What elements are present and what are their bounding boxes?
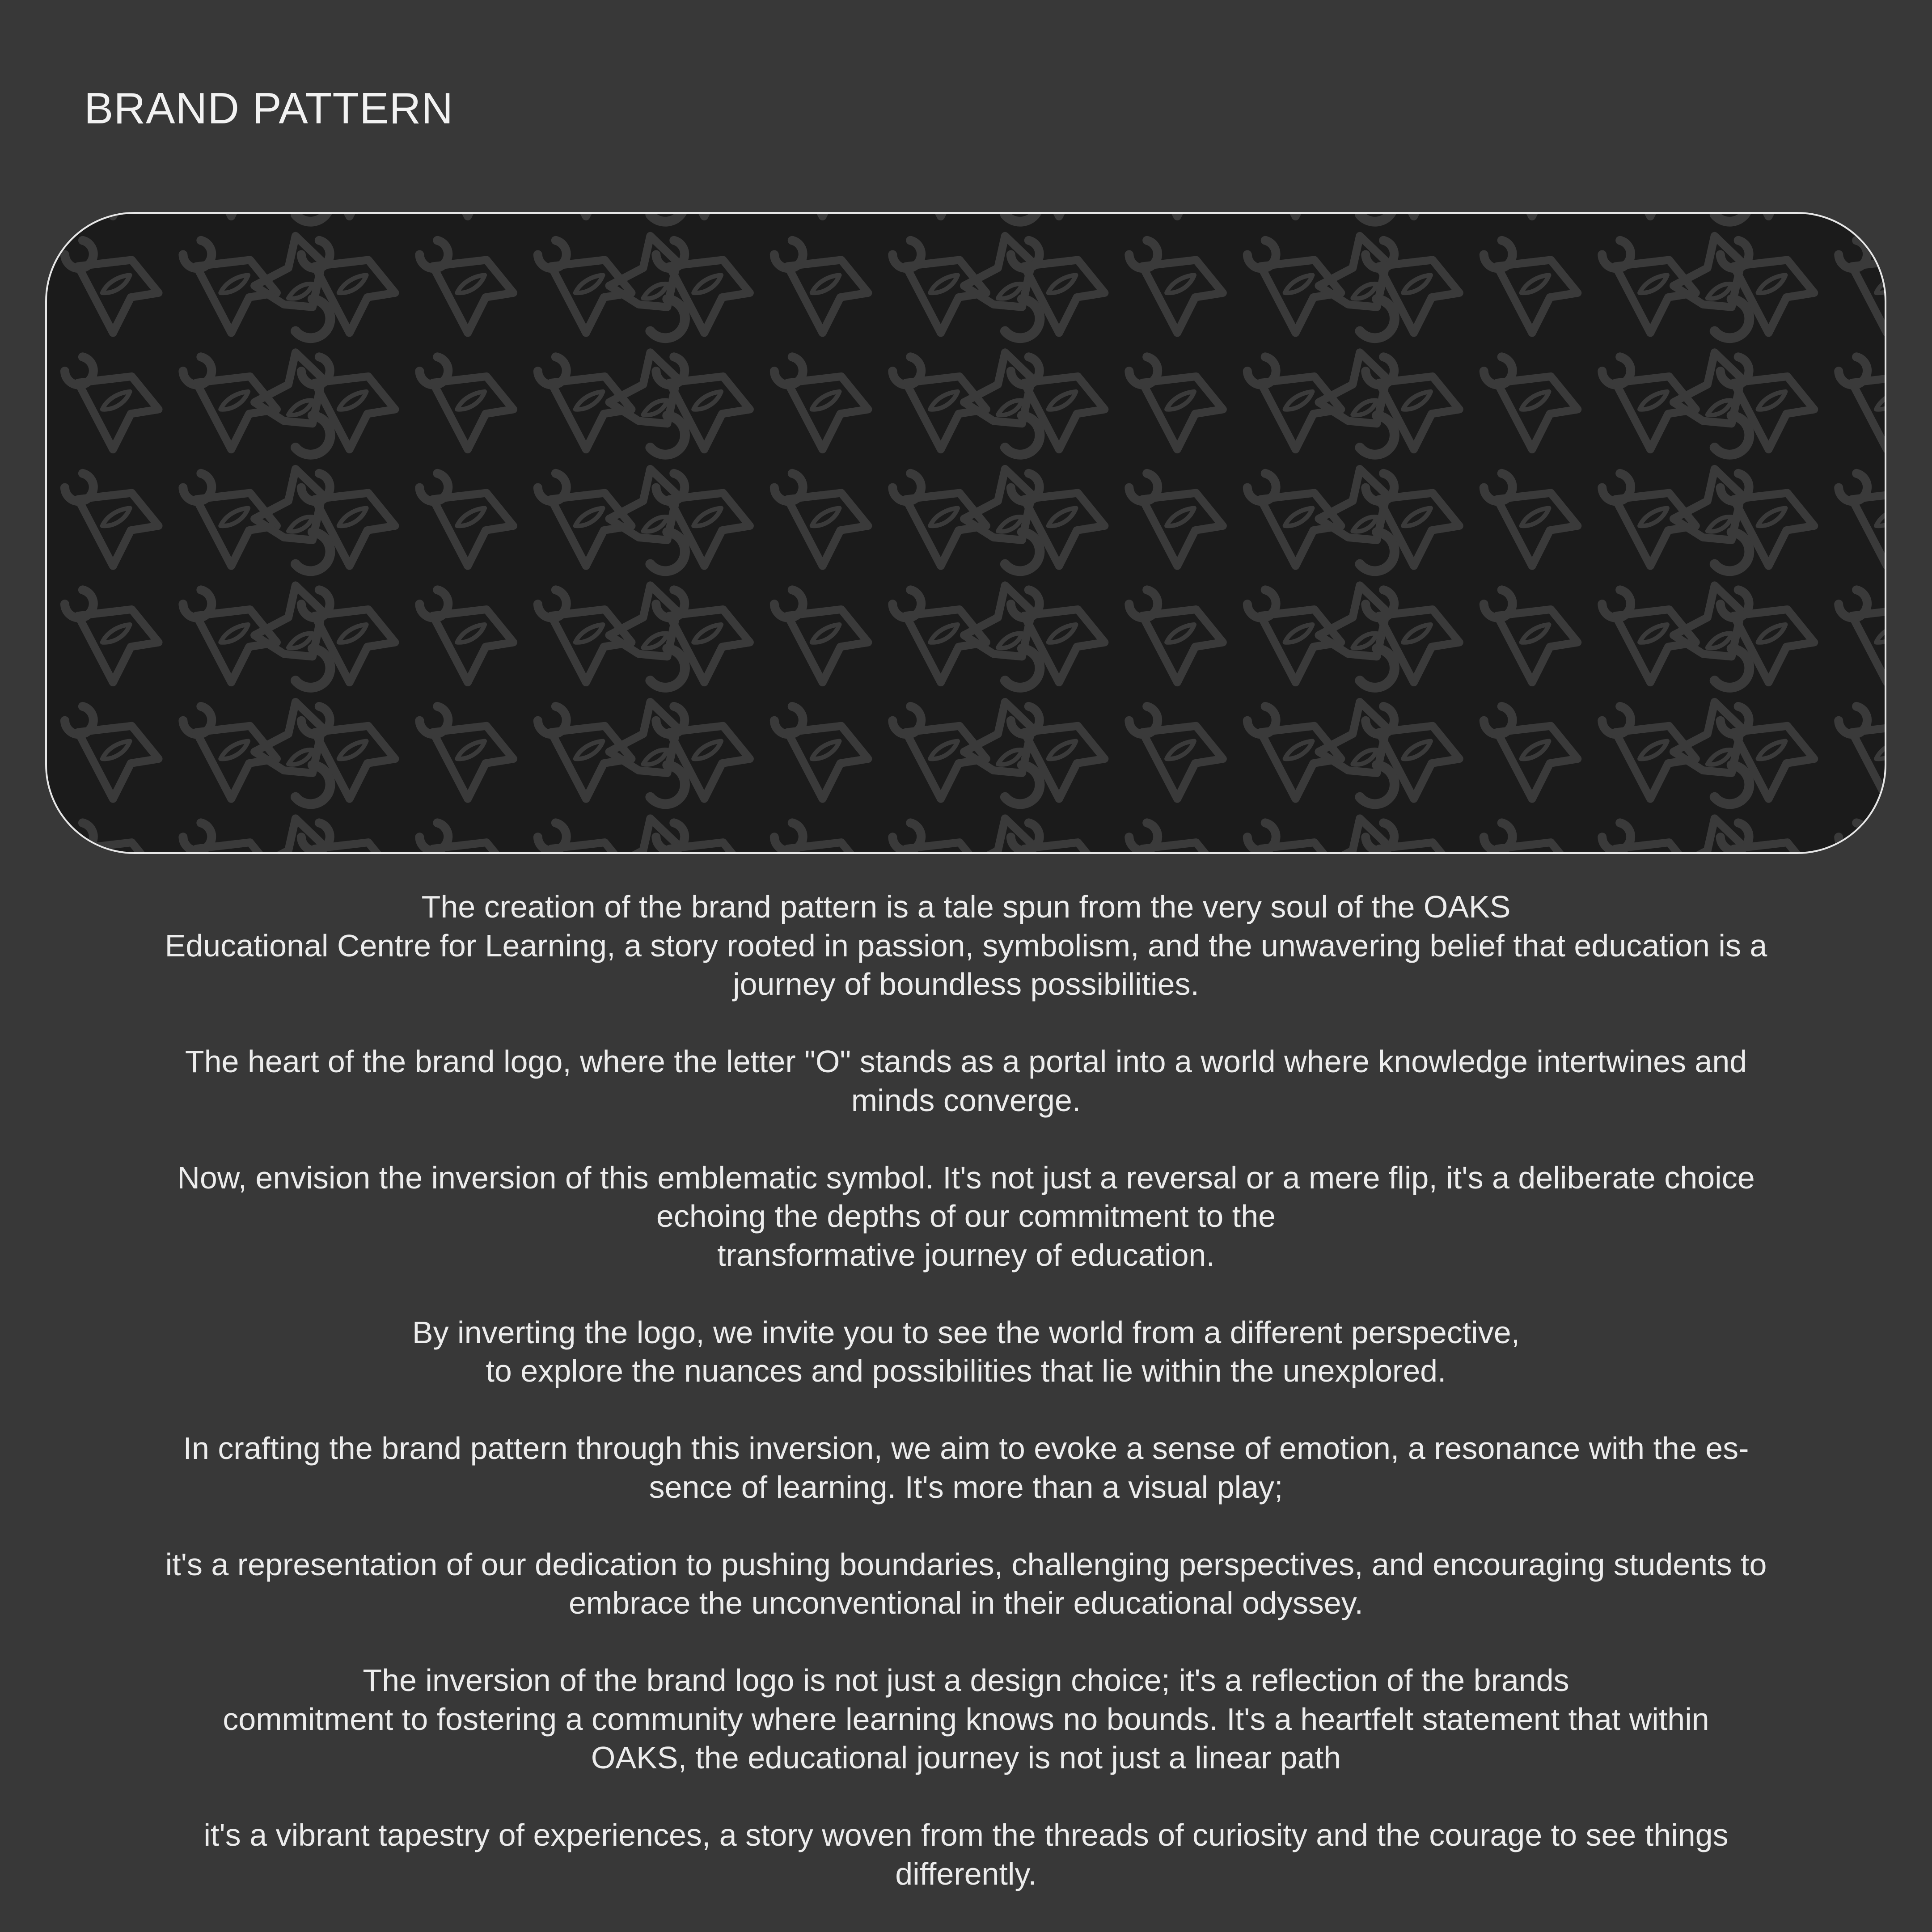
page-title: BRAND PATTERN [84, 84, 454, 133]
pattern-motif [1839, 590, 1885, 682]
pattern-motif [1839, 706, 1885, 799]
pattern-motif [419, 590, 513, 682]
pattern-motif [538, 214, 632, 216]
pattern-motif [1129, 706, 1223, 799]
pattern-motifs [47, 214, 1885, 852]
pattern-motif [1129, 473, 1223, 566]
pattern-motif [964, 236, 1040, 338]
paragraph-line: journey of boundless possibilities. [733, 967, 1199, 1002]
brand-pattern-description [27, 888, 1905, 1932]
paragraph-line: embrace the unconventional in their educational odyssey. [568, 1585, 1364, 1620]
paragraph-line: it's a representation of our dedication to pushing boundaries, challenging perspectives, and encouraging students to [165, 1547, 1767, 1582]
paragraph-line: it's a vibrant tapestry of experiences, a story woven from the threads of curiosity and the courage to see things [203, 1818, 1729, 1852]
pattern-motif [419, 473, 513, 566]
description-paragraph [27, 1545, 1905, 1623]
pattern-motif [419, 357, 513, 449]
pattern-motif [964, 469, 1040, 571]
pattern-motif [1484, 823, 1578, 852]
pattern-motif [419, 214, 513, 216]
pattern-motif [419, 823, 513, 852]
pattern-motif [774, 473, 868, 566]
pattern-motif [609, 236, 685, 338]
pattern-motif [1319, 469, 1394, 571]
pattern-motif [1484, 590, 1578, 682]
paragraph-line: commitment to fostering a community where learning knows no bounds. It's a heartfelt statement that within [223, 1701, 1709, 1737]
pattern-motif [1484, 706, 1578, 799]
pattern-motif [774, 823, 868, 852]
pattern-motif [1129, 214, 1223, 216]
pattern-motif [964, 214, 1040, 222]
pattern-motif [65, 706, 159, 799]
description-paragraph [27, 1661, 1905, 1777]
pattern-motif [1319, 352, 1394, 455]
pattern-motif [609, 585, 685, 688]
pattern-motif [1129, 823, 1223, 852]
paragraph-line: Educational Centre for Learning, a story rooted in passion, symbolism, and the unwavering belief that education is a [165, 928, 1767, 963]
pattern-motif [774, 357, 868, 449]
description-paragraph [27, 1042, 1905, 1120]
pattern-motif [1319, 585, 1394, 688]
paragraph-line: differently. [895, 1856, 1037, 1891]
paragraph-line: minds converge. [851, 1082, 1081, 1118]
pattern-motif [254, 214, 330, 222]
paragraph-line: By inverting the logo, we invite you to see the world from a different perspective, [412, 1315, 1520, 1350]
pattern-motif [609, 469, 685, 571]
pattern-motif [65, 590, 159, 682]
pattern-motif [1484, 241, 1578, 333]
pattern-motif [1839, 823, 1885, 852]
paragraph-line: Now, envision the inversion of this emblematic symbol. It's not just a reversal or a mere flip, it's a deliberate choice [177, 1160, 1755, 1195]
pattern-motif [964, 702, 1040, 804]
description-paragraph [27, 1816, 1905, 1893]
pattern-motif [964, 352, 1040, 455]
pattern-motif [774, 241, 868, 333]
pattern-motif [1602, 214, 1696, 216]
pattern-motif [254, 352, 330, 455]
pattern-motif [254, 469, 330, 571]
pattern-motif [1674, 469, 1749, 571]
pattern-motif [65, 214, 159, 216]
pattern-motif [65, 823, 159, 852]
pattern-motif [1484, 357, 1578, 449]
pattern-motif [1839, 357, 1885, 449]
paragraph-line: The creation of the brand pattern is a tale spun from the very soul of the OAKS [421, 889, 1511, 924]
description-paragraph [27, 1313, 1905, 1391]
pattern-motif [419, 241, 513, 333]
pattern-motif [1674, 236, 1749, 338]
brand-pattern-panel [45, 212, 1886, 854]
paragraph-line: echoing the depths of our commitment to the [656, 1199, 1276, 1234]
pattern-motif [1839, 241, 1885, 333]
paragraph-line: In crafting the brand pattern through this inversion, we aim to evoke a sense of emotion, a resonance with the es- [183, 1431, 1749, 1466]
pattern-motif [609, 702, 685, 804]
description-paragraph [27, 888, 1905, 1004]
pattern-motif [609, 214, 685, 222]
paragraph-line: The inversion of the brand logo is not just a design choice; it's a reflection of the brands [363, 1663, 1569, 1698]
pattern-motif [774, 706, 868, 799]
pattern-motif [538, 823, 632, 852]
pattern-motif [183, 214, 277, 216]
pattern-motif [183, 823, 277, 852]
pattern-motif [65, 241, 159, 333]
paragraph-line: OAKS, the educational journey is not just a linear path [591, 1740, 1341, 1775]
pattern-motif [774, 214, 868, 216]
pattern-motif [254, 585, 330, 688]
pattern-motif [1319, 702, 1394, 804]
paragraph-line: transformative journey of education. [717, 1237, 1215, 1272]
pattern-motif [1602, 823, 1696, 852]
pattern-motif [774, 590, 868, 682]
pattern-motif [1129, 241, 1223, 333]
paragraph-line: to explore the nuances and possibilities that lie within the unexplored. [486, 1353, 1446, 1388]
pattern-motif [1484, 473, 1578, 566]
pattern-motif [1247, 214, 1341, 216]
paragraph-line: sence of learning. It's more than a visual play; [649, 1469, 1283, 1505]
pattern-motif [1247, 823, 1341, 852]
pattern-motif [1674, 585, 1749, 688]
description-paragraph [27, 1429, 1905, 1506]
pattern-motif [1839, 473, 1885, 566]
pattern-motif [419, 706, 513, 799]
pattern-motif [1319, 236, 1394, 338]
pattern-motif [1319, 214, 1394, 222]
pattern-motif [1484, 214, 1578, 216]
pattern-motif [892, 214, 986, 216]
brand-pattern-graphic [47, 214, 1885, 852]
description-paragraph [27, 1158, 1905, 1275]
pattern-motif [1839, 214, 1885, 216]
pattern-motif [1674, 352, 1749, 455]
pattern-motif [892, 823, 986, 852]
pattern-motif [254, 236, 330, 338]
pattern-motif [254, 702, 330, 804]
pattern-motif [609, 352, 685, 455]
pattern-motif [1674, 214, 1749, 222]
pattern-motif [1129, 590, 1223, 682]
paragraph-line: The heart of the brand logo, where the letter "O" stands as a portal into a world where knowledge intertwines and [185, 1044, 1747, 1079]
pattern-motif [964, 585, 1040, 688]
pattern-motif [1674, 702, 1749, 804]
pattern-motif [65, 473, 159, 566]
pattern-motif [1129, 357, 1223, 449]
pattern-motif [65, 357, 159, 449]
